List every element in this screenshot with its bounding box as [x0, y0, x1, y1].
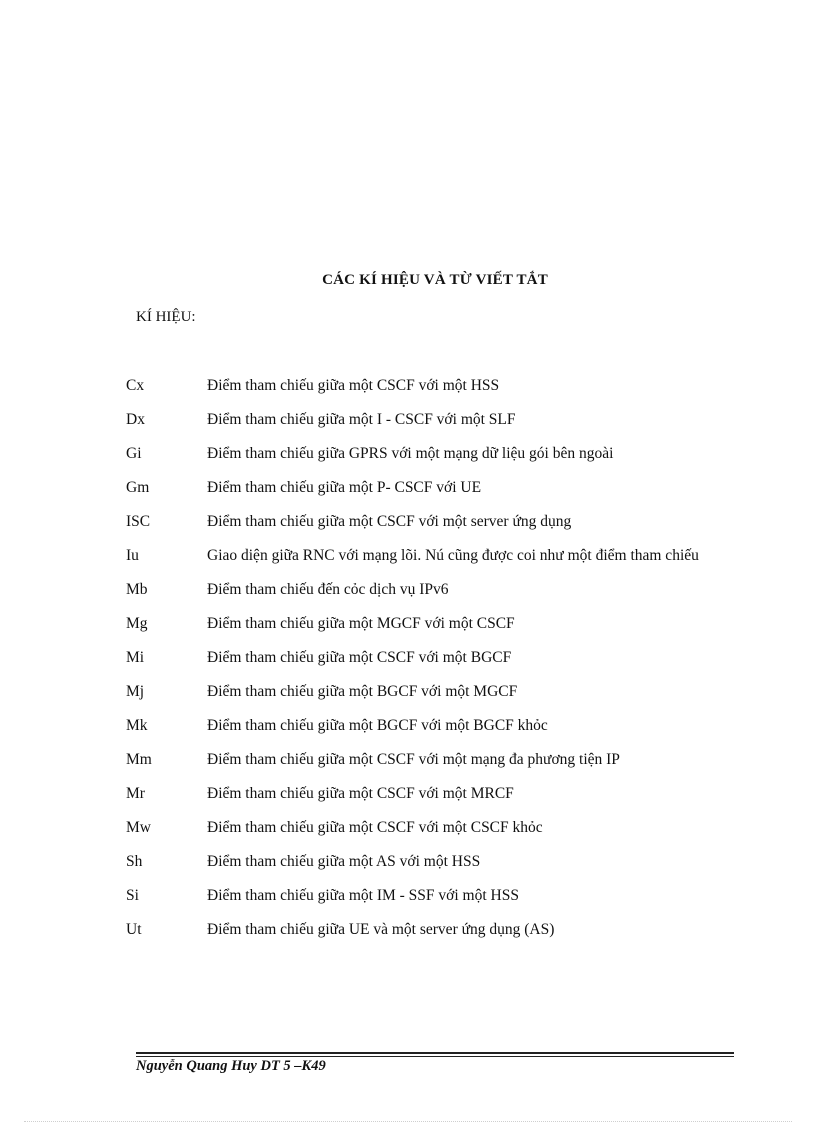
list-item	[126, 849, 756, 875]
abbreviation-term: Mi	[126, 649, 145, 666]
footer-divider	[136, 1052, 734, 1054]
abbreviation-definition: Điểm tham chiếu giữa một BGCF với một MGCF	[207, 683, 518, 700]
abbreviation-definition: Điểm tham chiếu giữa một MGCF với một CSCF	[207, 615, 515, 632]
abbreviation-term: ISC	[126, 513, 151, 530]
list-item	[126, 815, 756, 841]
list-item	[126, 441, 756, 467]
list-item	[126, 577, 756, 603]
abbreviation-definition: Điểm tham chiếu giữa một IM - SSF với một HSS	[207, 887, 519, 904]
footer-author: Nguyễn Quang Huy DT 5 –K49	[136, 1058, 326, 1074]
list-item	[126, 713, 756, 739]
abbreviation-definition: Điểm tham chiếu giữa một CSCF với một mạng đa phương tiện IP	[207, 751, 620, 768]
abbreviation-term: Cx	[126, 377, 145, 394]
list-item	[126, 373, 756, 399]
list-item	[126, 509, 756, 535]
abbreviation-definition: Điểm tham chiếu giữa một CSCF với một server ứng dụng	[207, 513, 572, 530]
section-heading: KÍ HIỆU:	[136, 309, 196, 325]
abbreviation-definition: Điểm tham chiếu đến cỏc dịch vụ IPv6	[207, 581, 449, 598]
page-title: CÁC KÍ HIỆU VÀ TỪ VIẾT TẮT	[322, 272, 548, 288]
abbreviation-term: Mg	[126, 615, 148, 632]
list-item	[126, 645, 756, 671]
abbreviation-term: Mr	[126, 785, 145, 802]
abbreviation-term: Gi	[126, 445, 142, 462]
abbreviation-term: Ut	[126, 921, 142, 938]
list-item	[126, 679, 756, 705]
abbreviation-definition: Điểm tham chiếu giữa một I - CSCF với một SLF	[207, 411, 516, 428]
abbreviation-definition: Điểm tham chiếu giữa một BGCF với một BGCF khỏc	[207, 717, 548, 734]
abbreviation-definition: Điểm tham chiếu giữa một CSCF với một MRCF	[207, 785, 514, 802]
abbreviation-term: Mk	[126, 717, 148, 734]
abbreviation-definition: Điểm tham chiếu giữa một P- CSCF với UE	[207, 479, 482, 496]
list-item	[126, 883, 756, 909]
page-bottom-edge	[24, 1121, 792, 1122]
abbreviation-term: Dx	[126, 411, 145, 428]
list-item	[126, 543, 756, 569]
abbreviation-term: Gm	[126, 479, 150, 496]
abbreviation-term: Mj	[126, 683, 145, 700]
abbreviation-term: Si	[126, 887, 139, 904]
list-item	[126, 475, 756, 501]
abbreviation-term: Sh	[126, 853, 143, 870]
abbreviation-definition: Giao diện giữa RNC với mạng lõi. Nú cũng được coi như một điểm tham chiếu	[207, 547, 699, 564]
footer-divider-thin	[136, 1056, 734, 1057]
list-item	[126, 407, 756, 433]
abbreviation-term: Mm	[126, 751, 152, 768]
abbreviation-definition: Điểm tham chiếu giữa GPRS với một mạng dữ liệu gói bên ngoài	[207, 445, 614, 462]
list-item	[126, 917, 756, 943]
abbreviation-definition: Điểm tham chiếu giữa một CSCF với một HSS	[207, 377, 500, 394]
list-item	[126, 611, 756, 637]
list-item	[126, 747, 756, 773]
abbreviation-term: Mw	[126, 819, 151, 836]
list-item	[126, 781, 756, 807]
abbreviation-definition: Điểm tham chiếu giữa một CSCF với một BGCF	[207, 649, 512, 666]
abbreviation-definition: Điểm tham chiếu giữa một CSCF với một CSCF khỏc	[207, 819, 543, 836]
abbreviation-list	[126, 373, 756, 951]
abbreviation-term: Mb	[126, 581, 148, 598]
abbreviation-term: Iu	[126, 547, 139, 564]
abbreviation-definition: Điểm tham chiếu giữa UE và một server ứng dụng (AS)	[207, 921, 555, 938]
abbreviation-definition: Điểm tham chiếu giữa một AS với một HSS	[207, 853, 481, 870]
